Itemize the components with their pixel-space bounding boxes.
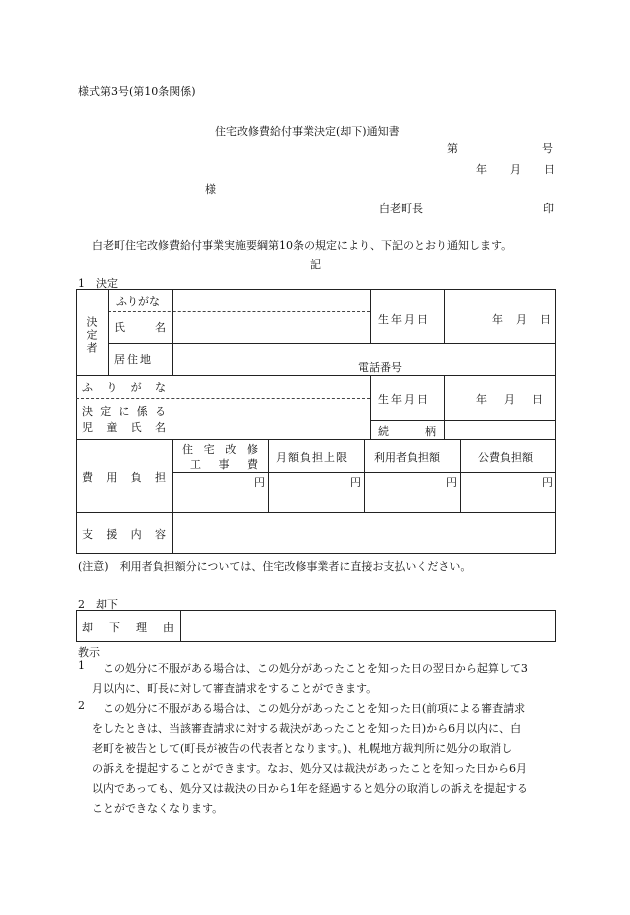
yen-unit-3: 円 (446, 476, 457, 489)
child-birth-month: 月 (504, 393, 515, 406)
yen-unit-1: 円 (254, 476, 265, 489)
cost-burden-label: 費 用 負 担 (82, 471, 166, 484)
instruction-item2-line6: ことができなくなります。 (92, 802, 224, 815)
yen-unit-2: 円 (350, 476, 361, 489)
cost-header-2: 月額負担上限 (276, 451, 348, 464)
instruction-item2-line3: 老町を被告として(町長が被告の代表者となります。)、札幌地方裁判所に処分の取消し (92, 742, 513, 755)
instruction-item1-number: 1 (78, 659, 85, 672)
applicant-label: 決定者 (85, 315, 98, 355)
child-birth-day: 日 (532, 393, 543, 406)
child-birth-year: 年 (476, 393, 487, 406)
number-suffix: 号 (542, 142, 553, 155)
instruction-item1: この処分に不服がある場合は、この処分があったことを知った日の翌日から起算して3 (103, 662, 528, 675)
child-name-label-1: 決 定 に 係 る (82, 405, 166, 418)
support-content-label: 支 援 内 容 (82, 528, 166, 541)
form-id: 様式第3号(第10条関係) (78, 85, 196, 98)
document-title: 住宅改修費給付事業決定(却下)通知書 (215, 125, 400, 138)
instruction-item2-line4: の訴えを提起することができます。なお、処分又は裁決があったことを知った日から6月 (92, 762, 528, 775)
applicant-birthdate-label: 生年月日 (378, 313, 430, 326)
cost-header-1a: 住 宅 改 修 (182, 443, 258, 456)
applicant-name-label: 氏 名 (114, 321, 166, 334)
applicant-furigana-label: ふりがな (116, 295, 160, 308)
number-prefix: 第 (447, 142, 458, 155)
cost-header-4: 公費負担額 (478, 451, 533, 464)
applicant-birth-year: 年 (492, 313, 503, 326)
phone-label: 電話番号 (358, 361, 402, 374)
relation-label: 続 柄 (378, 425, 436, 438)
rejection-reason-label: 却 下 理 由 (82, 621, 174, 634)
cost-header-1b: 工 事 費 (190, 458, 258, 471)
instruction-item2-line2: をしたときは、当該審査請求に対する裁決があったことを知った日)から6月以内に、白 (92, 722, 522, 735)
date-month-label: 月 (510, 163, 521, 176)
payment-note: (注意) 利用者負担額分については、住宅改修事業者に直接お支払いください。 (78, 560, 472, 573)
cost-header-3: 利用者負担額 (374, 451, 440, 464)
applicant-birth-day: 日 (540, 313, 551, 326)
applicant-birth-month: 月 (516, 313, 527, 326)
issuer-name: 白老町長 (379, 202, 423, 215)
instruction-item1-line2: 月以内に、町長に対して審査請求をすることができます。 (92, 682, 378, 695)
instruction-heading: 教示 (78, 646, 100, 659)
instruction-item2-line5: 以内であっても、処分又は裁決の日から1年を経過すると処分の取消しの訴えを提起する (92, 782, 528, 795)
yen-unit-4: 円 (542, 476, 553, 489)
child-furigana-label: ふ り が な (82, 381, 166, 394)
seal-mark: 印 (543, 202, 554, 215)
instruction-item2-number: 2 (78, 699, 85, 712)
instruction-item2-line1: この処分に不服がある場合は、この処分があったことを知った日(前項による審査請求 (103, 702, 526, 715)
intro-text: 白老町住宅改修費給付事業実施要綱第10条の規定により、下記のとおり通知します。 (92, 239, 513, 252)
address-label: 居住地 (114, 353, 153, 366)
ki-mark: 記 (310, 258, 321, 271)
date-day-label: 日 (544, 163, 555, 176)
child-name-label-2: 児 童 氏 名 (82, 421, 166, 434)
date-year-label: 年 (476, 163, 487, 176)
section2-heading: 2 却下 (78, 598, 118, 611)
child-birthdate-label: 生年月日 (378, 393, 430, 406)
section1-heading: 1 決定 (78, 277, 118, 290)
recipient-honorific: 様 (205, 183, 216, 196)
